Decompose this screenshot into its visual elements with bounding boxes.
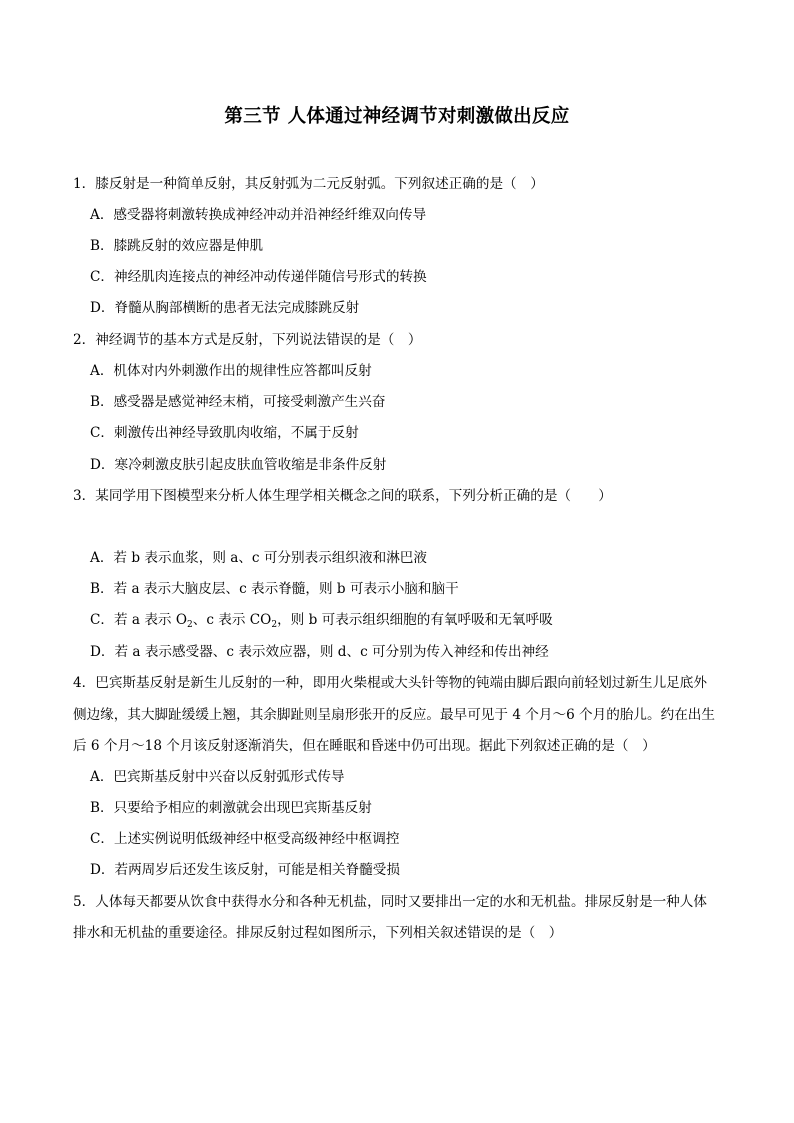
question-4-option-a: A．巴宾斯基反射中兴奋以反射弧形式传导 [90,769,345,785]
question-2-stem: 2．神经调节的基本方式是反射，下列说法错误的是（ ） [73,332,422,348]
question-5-stem-line-1: 5．人体每天都要从饮食中获得水分和各种无机盐，同时又要排出一定的水和无机盐。排尿反射是一种人体 [73,894,707,910]
question-4-option-b: B．只要给予相应的刺激就会出现巴宾斯基反射 [90,800,372,816]
question-2-option-d: D．寒冷刺激皮肤引起皮肤血管收缩是非条件反射 [90,457,387,473]
question-2-option-c: C．刺激传出神经导致肌肉收缩，不属于反射 [90,425,359,441]
question-3-option-a: A．若 b 表示血浆，则 a、c 可分别表示组织液和淋巴液 [90,550,427,566]
question-2-option-b: B．感受器是感觉神经末梢，可接受刺激产生兴奋 [90,394,386,410]
question-1-option-d: D．脊髓从胸部横断的患者无法完成膝跳反射 [90,300,360,316]
question-1-option-a: A．感受器将刺激转换成神经冲动并沿神经纤维双向传导 [90,207,427,223]
question-3-option-c: C．若 a 表示 $O_2$、c 表示 $CO_2$，则 b 可表示组织细胞的有氧呼吸和无氧呼吸 [90,612,553,630]
question-4-option-c: C．上述实例说明低级神经中枢受高级神经中枢调控 [90,831,400,847]
question-5-stem-line-2: 排水和无机盐的重要途径。排尿反射过程如图所示，下列相关叙述错误的是（ ） [73,925,563,941]
question-4-stem-line-2: 侧边缘，其大脚趾缓缓上翘，其余脚趾则呈扇形张开的反应。最早可见于 4 个月～6 个月的胎儿。约在出生 [73,707,715,723]
question-4-stem-line-1: 4．巴宾斯基反射是新生儿反射的一种，即用火柴棍或大头针等物的钝端由脚后跟向前轻划过新生儿足底外 [73,675,707,691]
question-4-stem-line-3: 后 6 个月～18 个月该反射逐渐消失，但在睡眠和昏迷中仍可出现。据此下列叙述正确的是（ ） [73,738,656,754]
question-4-option-d: D．若两周岁后还发生该反射，可能是相关脊髓受损 [90,862,400,878]
question-3-stem: 3．某同学用下图模型来分析人体生理学相关概念之间的联系，下列分析正确的是（ ） [73,488,612,504]
question-1-option-c: C．神经肌肉连接点的神经冲动传递伴随信号形式的转换 [90,269,427,285]
question-3-option-d: D．若 a 表示感受器、c 表示效应器，则 d、c 可分别为传入神经和传出神经 [90,644,549,660]
question-3-option-b: B．若 a 表示大脑皮层、c 表示脊髓，则 b 可表示小脑和脑干 [90,581,459,597]
page-title: 第三节 人体通过神经调节对刺激做出反应 [224,106,570,127]
question-2-option-a: A．机体对内外刺激作出的规律性应答都叫反射 [90,363,372,379]
question-1-stem: 1．膝反射是一种简单反射，其反射弧为二元反射弧。下列叙述正确的是（ ） [73,176,544,192]
question-1-option-b: B．膝跳反射的效应器是伸肌 [90,238,264,254]
